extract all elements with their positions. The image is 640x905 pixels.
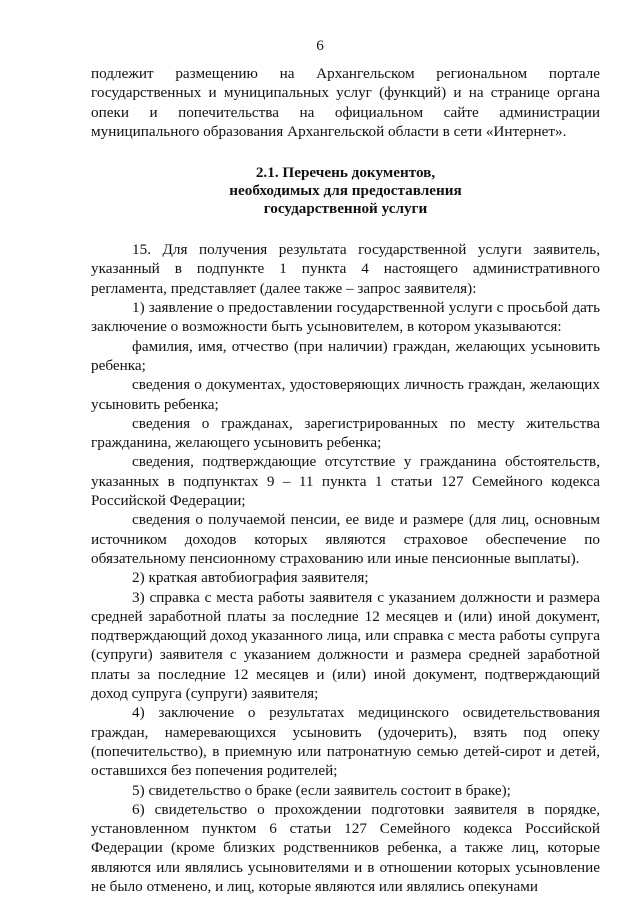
subitem-full-name: фамилия, имя, отчество (при наличии) граждан, желающих усыновить ребенка; [91, 337, 600, 374]
document-body [91, 64, 600, 896]
item-3-employment-certificate: 3) справка с места работы заявителя с указанием должности и размера средней заработной платы за последние 12 месяцев и (или) иной документ, подтверждающий доход указанного лица, или справка с места работы супруга (супруги) заявителя с указанием должности и размера средней заработной платы за последние 12 месяцев и (или) иной документ, подтверждающий доход супруга (супруги) заявителя; [91, 588, 600, 703]
item-2-autobiography: 2) краткая автобиография заявителя; [132, 569, 369, 587]
section-heading [91, 164, 600, 218]
intro-paragraph: подлежит размещению на Архангельском региональном портале государственных и муниципальных услуг (функций) и на странице органа опеки и попечительства на официальном сайте администрации муниципального образования Архангельской области в сети «Интернет». [91, 65, 600, 140]
subitem-absence-of-circumstances: сведения, подтверждающие отсутствие у гражданина обстоятельств, указанных в подпунктах 9 – 11 пункта 1 статьи 127 Семейного кодекса Российской Федерации; [91, 453, 600, 510]
section-heading-line-2: необходимых для предоставления [229, 182, 462, 200]
item-6-training-certificate: 6) свидетельство о прохождении подготовки заявителя в порядке, установленном пунктом 6 статьи 127 Семейного кодекса Российской Федерации (кроме близких родственников ребенка, а также лиц, которые являются или являлись усыновителями и в отношении которых усыновление не было отменено, и лиц, которые являются или являлись опекунами [91, 800, 600, 895]
item-1-application: 1) заявление о предоставлении государственной услуги с просьбой дать заключение о возможности быть усыновителем, в котором указываются: [91, 299, 600, 336]
section-heading-line-1: 2.1. Перечень документов, [255, 164, 436, 182]
item-5-marriage-certificate: 5) свидетельство о браке (если заявитель состоит в браке); [132, 781, 511, 799]
section-heading-line-3: государственной услуги [263, 200, 428, 218]
subitem-registered-persons: сведения о гражданах, зарегистрированных по месту жительства гражданина, желающего усыновить ребенка; [91, 414, 600, 452]
subitem-pension-info: сведения о получаемой пенсии, ее виде и размере (для лиц, основным источником доходов которых являются страховое обеспечение по обязательному пенсионному страхованию или иные пенсионные выплаты). [91, 511, 600, 567]
page-number: 6 [316, 37, 324, 54]
paragraph-15: 15. Для получения результата государственной услуги заявитель, указанный в подпункте 1 пункта 4 настоящего административного регламента, представляет (далее также – запрос заявителя): [91, 241, 600, 297]
item-4-medical-conclusion: 4) заключение о результатах медицинского освидетельствования граждан, намеревающихся усыновить (удочерить), взять под опеку (попечительство), в приемную или патронатную семью детей-сирот и детей, оставшихся без попечения родителей; [91, 704, 600, 780]
subitem-identity-documents: сведения о документах, удостоверяющих личность граждан, желающих усыновить ребенка; [91, 376, 600, 413]
